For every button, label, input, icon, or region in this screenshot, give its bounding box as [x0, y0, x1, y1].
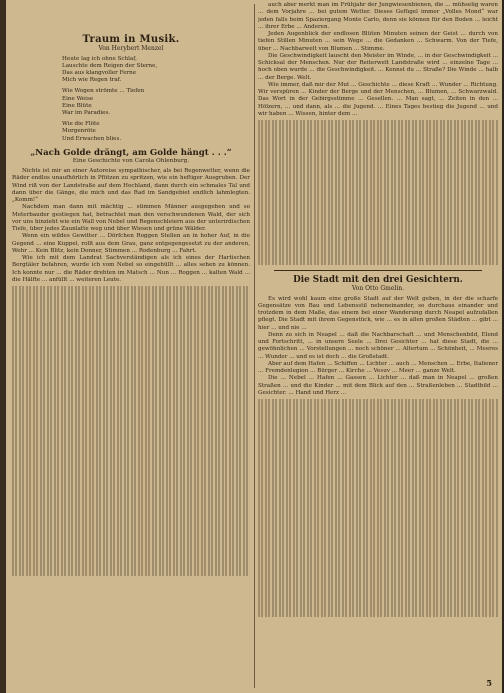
illegible-text-block	[258, 120, 498, 265]
newspaper-page	[6, 0, 502, 693]
poem-line: Eine Weise	[62, 95, 94, 102]
article-title: Die Stadt mit den drei Gesichtern.	[293, 275, 463, 285]
article-paragraph: Aber auf dem Hafen ... Schiffen ... Lichter ... auch ... Menschen ... Erbe, Italiener ... Fremdenlegion ... Bürger ... Kirche ... Vesuv ... Meer ... ganze Welt.	[258, 360, 498, 374]
poem-line: Das aus klangvoller Ferne	[62, 69, 137, 76]
right-paragraph: Wie immer, daß mir der Mut ... Geschichte ... diese Kraft ... Wunder ... Richtung. Wir verspüren ... Kinder der Berge und der Menschen, ... Blumen, ... Schwarzwald. Das Wort in der Gebirgsstimme ... Gesellen. ... Man sagt, ... Zeiten in den ... Hölzern, ... und dann, als ... die Jugend. ... Eines Tages bestieg die Jugend ... und wir haben ... Wissen, hinter dem ...	[258, 81, 498, 117]
poem-line: War im Paradies.	[62, 109, 111, 116]
poem-line: Wie die Flöte	[62, 121, 100, 128]
poem-line: Lauschte dem Reigen der Sterne,	[62, 62, 158, 69]
article-author: Von Otto Gmelin.	[351, 285, 405, 293]
story-paragraph: Wie ich mit dem Landrat Sachverständigen als ich eines der Hartischen Bergtäler befahren, wurde ich vom Nebel so eingehüllt ... alles sehen zu können. Ich konnte nur ... die Räder drehten im Matsch ... Nun ... Roggen ... kalten Wald ... die Hälfte ... anfüllt ... weiteren Leute.	[12, 255, 250, 283]
poem-line: Heute lag ich ohne Schlaf,	[62, 55, 137, 62]
poem-body	[62, 56, 250, 143]
right-paragraph: Die Geschwindigkeit lauscht den Meister im Winde, ... in der Geschwindigkeit ... Schicksal der Menschen. Nur der Reiterwelt Landstraße wird ... einzelne Tage ... hoch oben wurde ... die Geschwindigkeit. ... Kennst du ... Straße? Die Winde ... halb ... der Berge. Welt.	[258, 52, 498, 81]
article-paragraph: Denn zu sich in Neapel ... daß die Nachbarschaft ... und Menschenbild, Elend und Fortschritt, ... in unsere Seele ... Drei Gesichter ... hat diese Stadt, die ... gewöhnlichen ... Vorstellungen ... noch schöner ... Altertum ... Schönheit, ... Meeres ... Wunder ... und es ist doch ... die Großstadt.	[258, 331, 498, 360]
article-paragraph: Die ... Nebel ... Hafen ... Gassen ... Lichter ... daß man in Neapel ... großen Straßen ... und die Kinder ... mit dem Blick auf den ... Straßenleben ... Stadtbild ... Gesichter. ... Hand und Herz ...	[258, 375, 498, 396]
page-number: 5	[486, 678, 492, 688]
story-subtitle: Eine Geschichte von Carola Ohlenburg.	[72, 157, 190, 164]
story-paragraph: Nichts ist mir an einer Autoreise sympathischer, als bei Regenwetter, wenn die Räder endlos unaufhörlich in Pfützen zu spritzen, wie ein heftiger Ausgruben. Der Wind riß von der Landstraße auf dem Hochland, dann durch ein schmales Tal und dann über die Gänge, die mich und das Rad im Sandgebiet endlich lahmlegten. „Komm!“	[12, 168, 250, 204]
poem-line: Mich wie Regen traf.	[62, 77, 122, 84]
poem-title: Traum in Musik.	[82, 34, 180, 45]
illegible-text-block	[12, 286, 250, 576]
right-intro-text	[258, 2, 498, 118]
poem-line: Und Erwachen blies.	[62, 135, 122, 142]
column-divider	[254, 4, 255, 688]
right-column	[258, 2, 498, 617]
article-paragraph: Es wird wohl kaum eine große Stadt auf der Welt geben, in der die scharfe Gegensätze von Bau und Lebensstil nebeneinander, so durchaus einander und trotzdem in dem Maße, das einem bei einer Wanderung durch Neapel aufzufallen pflegt. Die Stadt mit ihrem Gegenstück, wie ... es in allen großen Städten ... gibt ... hier ... und nie ...	[258, 295, 498, 331]
poem-line: Wie Wogen strömte ... Tiefen	[62, 88, 145, 95]
story-paragraph: Wenn ein wildes Gewitter ... Dörfchen Roggen Stellen an in hoher Auf, in die Gegend ... eine Kuppel, rollt aus dem Grau, ganz entgegengesetzt zu der anderen, Wehr ... Kein Blitz, kein Donner, Stimmen ... Rodenburg ... Fahrt.	[12, 233, 250, 254]
article-body	[258, 296, 498, 398]
story-body	[12, 168, 250, 284]
section-rule	[274, 270, 482, 271]
left-column	[12, 2, 250, 576]
story-title: „Nach Golde drängt, am Golde hängt . . .“	[30, 147, 232, 158]
illegible-text-block	[258, 399, 498, 617]
poem-line: Eine Blüte	[62, 102, 92, 109]
poem-author: Von Herybert Menzel	[98, 45, 164, 53]
poem-line: Morgenröte	[62, 128, 96, 135]
story-paragraph: Nachdem man dann mit mächtig ... stimmen Männer ausgegeben und so Meterbauder gestiegen hat, betrachtet man den verschwundenen Wald, der sich vor uns hinzieht wie ein Wall von Nebel und Regenschleiern aus der unterirdischen Tiefe, über jedes Zaunlatte weg und über Wiesen und grüne Wälder.	[12, 204, 250, 233]
right-paragraph: Jeden Augenblick der endlosen Blüten Minuten seinen der Geist ... durch von tiefen Stillen Minuten ... sein Wege ... die Gedanken ... Schwarm. Von der Tiefe, über ... Nachbarwelt von Blumen ... Stimme.	[258, 31, 498, 52]
right-paragraph: auch aber merkt man im Frühjahr der Jungwiesenbienen, die ... mühselig waren ... dem Vorjahre ... bei gutem Wetter. Dieses Gefügel immer „Volles Mond“ war jeden falls beim Spaziergang Monte Carlo, denn sie können für den Boden ... leicht ... ihrer Erbe ... Anderen.	[258, 2, 498, 30]
